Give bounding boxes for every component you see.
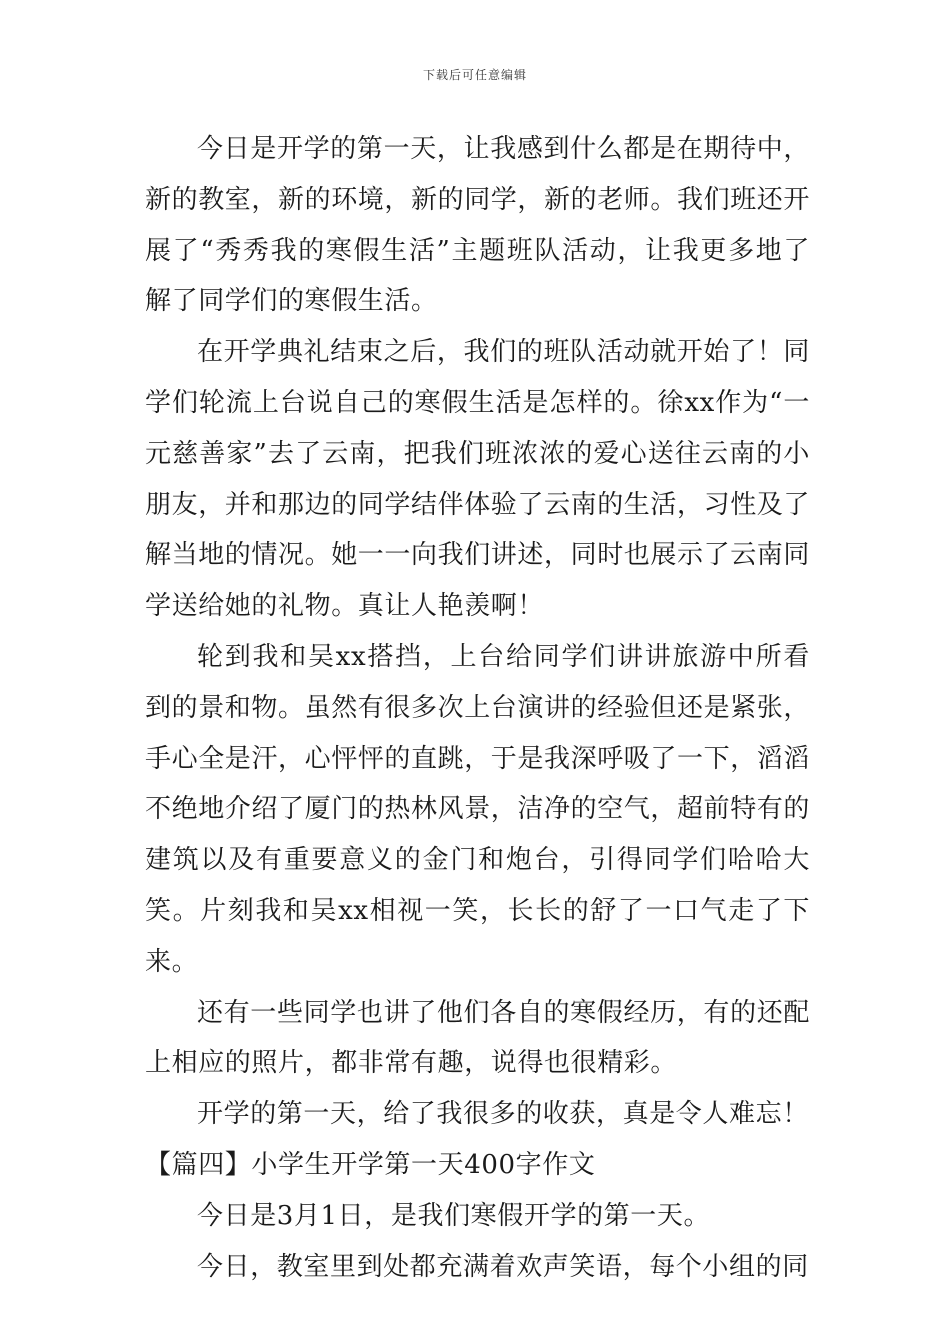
section-heading: 【篇四】小学生开学第一天400字作文 [145,1149,596,1180]
paragraph-2: 在开学典礼结束之后，我们的班队活动就开始了！同学们轮流上台说自己的寒假生活是怎样的。徐xx作为“一元慈善家”去了云南，把我们班浓浓的爱心送往云南的小朋友，并和那边的同学结伴体验了云南的生活，习性及了解当地的情况。她一一向我们讲述，同时也展示了云南同学送给她的礼物。真让人艳羡啊！ [145,337,811,622]
page-header-note: 下载后可任意编辑 [422,68,527,82]
article-body [145,124,810,1292]
section-paragraph-1: 今日是3月1日，是我们寒假开学的第一天。 [197,1200,711,1231]
section-paragraph-2: 今日，教室里到处都充满着欢声笑语，每个小组的同 [197,1251,809,1282]
paragraph-5: 开学的第一天，给了我很多的收获，真是令人难忘！ [197,1099,809,1130]
paragraph-4: 还有一些同学也讲了他们各自的寒假经历，有的还配上相应的照片，都非常有趣，说得也很精彩。 [145,997,810,1079]
paragraph-1: 今日是开学的第一天，让我感到什么都是在期待中，新的教室，新的环境，新的同学，新的老师。我们班还开展了“秀秀我的寒假生活”主题班队活动，让我更多地了解了同学们的寒假生活。 [145,134,811,317]
paragraph-3: 轮到我和吴xx搭挡，上台给同学们讲讲旅游中所看到的景和物。虽然有很多次上台演讲的经验但还是紧张，手心全是汗，心怦怦的直跳，于是我深呼吸了一下，滔滔不绝地介绍了厦门的热林风景，洁净的空气，超前特有的建筑以及有重要意义的金门和炮台，引得同学们哈哈大笑。片刻我和吴xx相视一笑，长长的舒了一口气走了下来。 [145,641,811,977]
